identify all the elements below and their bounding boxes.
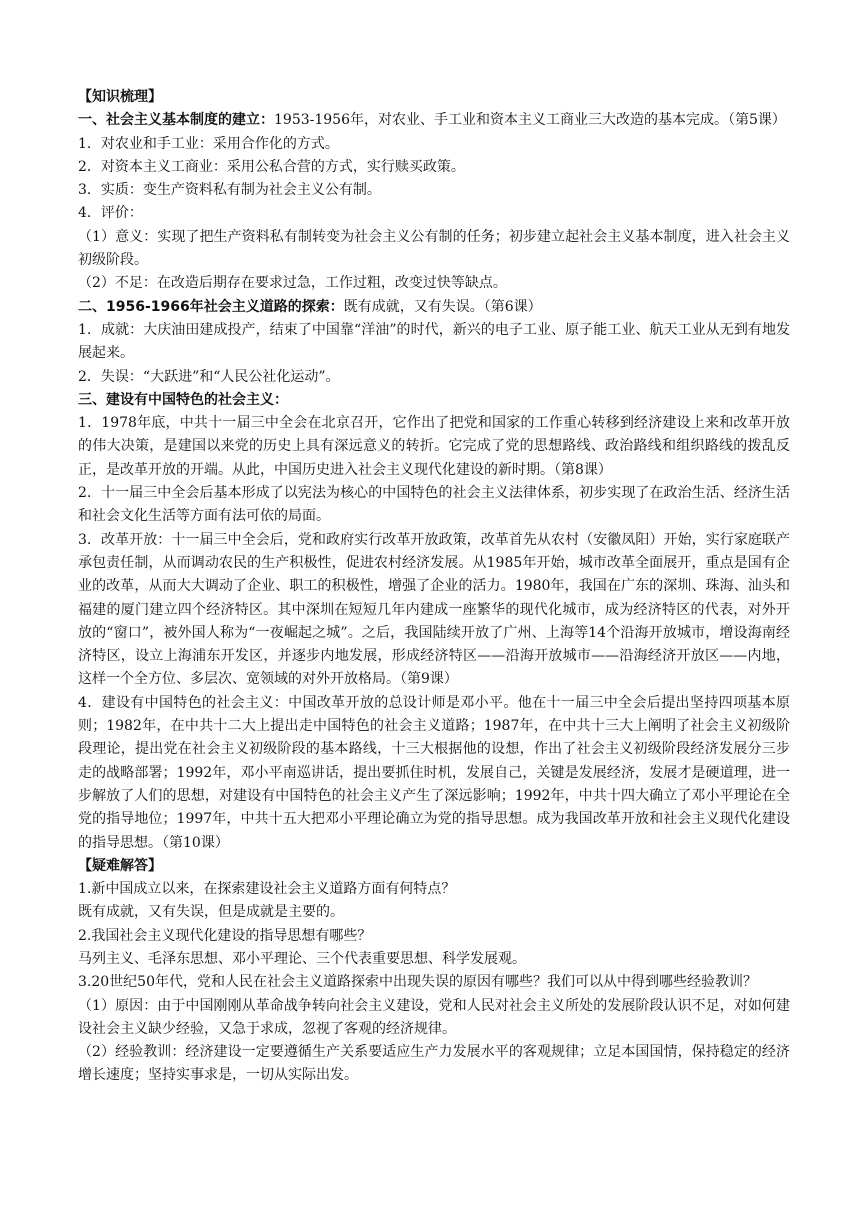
qa-question-2: 2.我国社会主义现代化建设的指导思想有哪些？ <box>78 927 372 944</box>
qa-answer-3-reason: （1）原因：由于中国刚刚从革命战争转向社会主义建设，党和人民对社会主义所处的发展阶段认识不足，对如何建设社会主义缺少经验，又急于求成，忽视了客观的经济规律。 <box>78 997 790 1037</box>
s2-item-1: 1．成就：大庆油田建成投产，结束了中国靠“洋油”的时代，新兴的电子工业、原子能工业、航天工业从无到有地发展起来。 <box>78 321 790 362</box>
s3-item-2: 2．十一届三中全会后基本形成了以宪法为核心的中国特色的社会主义法律体系，初步实现了在政治生活、经济生活和社会文化生活等方面有法可依的局面。 <box>78 485 790 525</box>
document-page <box>78 86 790 1088</box>
s1-item-3: 3．实质：变生产资料私有制为社会主义公有制。 <box>78 182 381 199</box>
section-1-title-bold: 一、社会主义基本制度的建立： <box>78 112 274 129</box>
qa-question-3: 3.20世纪50年代，党和人民在社会主义道路探索中出现失误的原因有哪些？我们可以从中得到哪些经验教训？ <box>78 974 757 991</box>
section-2-title-rest: 既有成就，又有失误。（第6课） <box>343 298 542 315</box>
section-3-title: 三、建设有中国特色的社会主义： <box>78 391 288 408</box>
qa-answer-1: 既有成就，又有失误，但是成就是主要的。 <box>78 904 344 921</box>
s1-item-shortcoming: （2）不足：在改造后期存在要求过急，工作过粗，改变过快等缺点。 <box>78 275 507 292</box>
knowledge-heading: 【知识梳理】 <box>78 89 162 105</box>
s3-item-4: 4．建设有中国特色的社会主义：中国改革开放的总设计师是邓小平。他在十一届三中全会后提出坚持四项基本原则；1982年，在中共十二大上提出走中国特色的社会主义道路；1987年，在中共十三大上阐明了社会主义初级阶段理论，提出党在社会主义初级阶段的基本路线，十三大根据他的设想，作出了社会主义初级阶段经济发展分三步走的战略部署；1992年，邓小平南巡讲话，提出要抓住时机，发展自己，关键是发展经济，发展才是硬道理，进一步解放了人们的思想，对建设有中国特色的社会主义产生了深远影响；1992年，中共十四大确立了邓小平理论在全党的指导地位；1997年，中共十五大把邓小平理论确立为党的指导思想。成为我国改革开放和社会主义现代化建设的指导思想。（第10课） <box>78 694 790 851</box>
section-2-title-bold: 二、1956-1966年社会主义道路的探索： <box>78 298 344 315</box>
s1-item-1: 1．对农业和手工业：采用合作化的方式。 <box>78 135 339 152</box>
qa-question-1: 1.新中国成立以来，在探索建设社会主义道路方面有何特点？ <box>78 881 456 898</box>
s2-item-2: 2．失误：“大跃进”和“人民公社化运动”。 <box>78 368 340 385</box>
section-1-title-rest: 1953-1956年，对农业、手工业和资本主义工商业三大改造的基本完成。（第5课） <box>274 112 786 129</box>
qa-answer-3-lesson: （2）经验教训：经济建设一定要遵循生产关系要适应生产力发展水平的客观规律；立足本国国情，保持稳定的经济增长速度；坚持实事求是，一切从实际出发。 <box>78 1044 790 1084</box>
section-1-title <box>78 109 790 132</box>
qa-heading: 【疑难解答】 <box>78 857 162 874</box>
s3-item-3: 3．改革开放：十一届三中全会后，党和政府实行改革开放政策，改革首先从农村（安徽凤阳）开始，实行家庭联产承包责任制，从而调动农民的生产积极性，促进农村经济发展。从1985年开始，城市改革全面展开，重点是国有企业的改革，从而大大调动了企业、职工的积极性，增强了企业的活力。1980年，我国在广东的深圳、珠海、汕头和福建的厦门建立四个经济特区。其中深圳在短短几年内建成一座繁华的现代化城市，成为经济特区的代表，对外开放的“窗口”，被外国人称为“一夜崛起之城”。之后，我国陆续开放了广州、上海等14个沿海开放城市，增设海南经济特区，设立上海浦东开发区，并逐步内地发展，形成经济特区——沿海开放城市——沿海经济开放区——内地，这样一个全方位、多层次、宽领域的对外开放格局。（第9课） <box>78 531 790 688</box>
s1-item-significance: （1）意义：实现了把生产资料私有制转变为社会主义公有制的任务；初步建立起社会主义基本制度，进入社会主义初级阶段。 <box>78 228 790 269</box>
qa-answer-2: 马列主义、毛泽东思想、邓小平理论、三个代表重要思想、科学发展观。 <box>78 950 526 967</box>
s1-item-4: 4．评价： <box>78 205 143 222</box>
s3-item-1: 1．1978年底，中共十一届三中全会在北京召开，它作出了把党和国家的工作重心转移到经济建设上来和改革开放的伟大决策，是建国以来党的历史上具有深远意义的转折。它完成了党的思想路线、政治路线和组织路线的拨乱反正，是改革开放的开端。从此，中国历史进入社会主义现代化建设的新时期。（第8课） <box>78 415 790 478</box>
section-2-title <box>78 296 790 319</box>
s1-item-2: 2．对资本主义工商业：采用公私合营的方式，实行赎买政策。 <box>78 158 465 175</box>
